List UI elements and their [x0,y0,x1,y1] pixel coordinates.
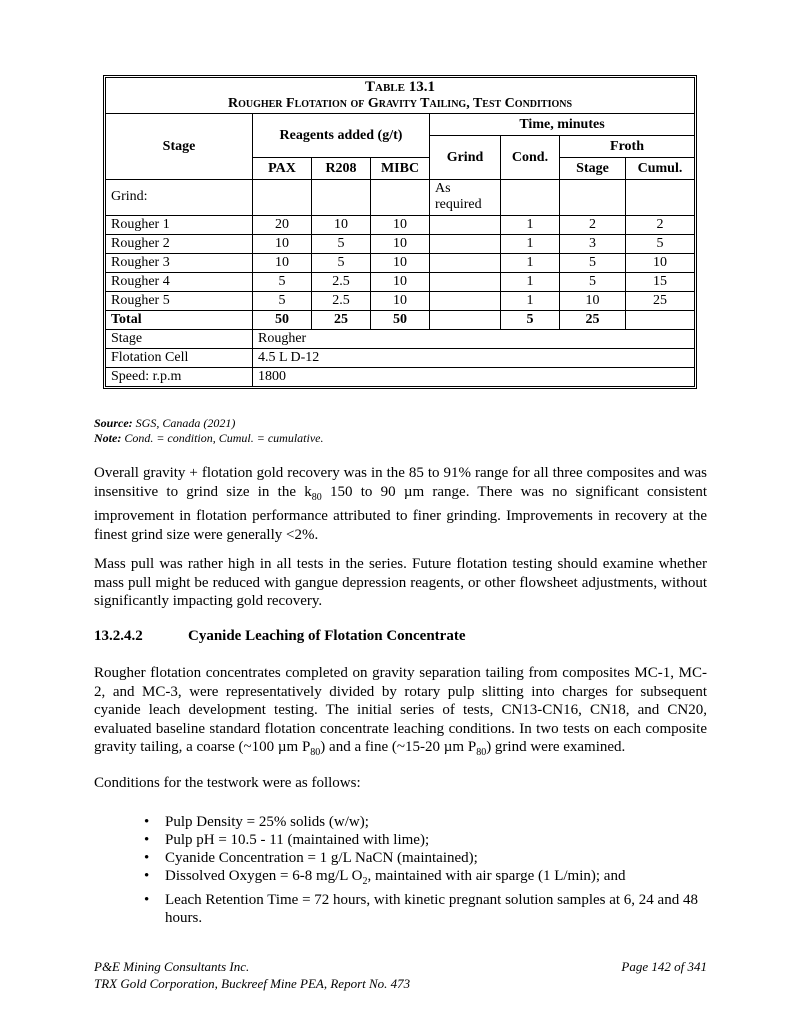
paragraph-text: Overall gravity + flotation gold recovery was in the 85 to 91% range for all three composites and was insensitive to grind size in the k [94,465,707,500]
source-text: SGS, Canada (2021) [135,416,236,430]
header-r208: R208 [312,158,371,180]
bullet-icon: • [144,868,150,884]
bullet-icon: • [144,892,150,908]
list-item-text: Cyanide Concentration = 1 g/L NaCN (maintained); [165,850,478,866]
total-grind [430,311,501,330]
total-row [106,311,695,330]
source-line [94,416,324,431]
table-body [106,215,695,310]
table-source-notes [94,416,324,446]
paragraph-text: ) grind were examined. [486,739,626,755]
row-stage: Rougher 3 [106,253,253,272]
page-footer [94,958,707,992]
cell-froth-stage: 2 [560,215,626,234]
paragraph-mass-pull: Mass pull was rather high in all tests in the series. Future flotation testing should examine whether mass pull might be reduced with gangue depression reagents, or other flowsheet adjustments, without significantly impacting gold recovery. [94,556,707,609]
conditions-list [120,813,708,927]
list-item-text: Leach Retention Time = 72 hours, with kinetic pregnant solution samples at 6, 24 and 48 hours. [165,892,698,926]
cell-froth-stage: 3 [560,234,626,253]
table-cell [371,180,430,215]
list-item-text: Dissolved Oxygen = 6-8 mg/L O [165,868,363,884]
subscript: 80 [311,491,322,503]
info-row [106,330,695,349]
cell-r208: 5 [312,253,371,272]
grind-value: As required [430,180,501,215]
table-cell [626,180,695,215]
paragraph-cyanide-leach [94,664,707,763]
list-item-text: Pulp pH = 10.5 - 11 (maintained with lime); [165,832,430,848]
table-cell [253,180,312,215]
table-title: Table 13.1 [365,79,435,95]
source-label: Source: [94,416,133,430]
header-mibc: MIBC [371,158,430,180]
list-item [120,867,708,891]
cell-mibc: 10 [371,234,430,253]
bullet-icon: • [144,814,150,830]
cell-cond: 1 [501,291,560,310]
section-number: 13.2.4.2 [94,628,143,644]
grind-label: Grind: [106,180,253,215]
cell-pax: 5 [253,272,312,291]
section-title: Cyanide Leaching of Flotation Concentrate [188,628,466,644]
footer-report: TRX Gold Corporation, Buckreef Mine PEA, Report No. 473 [94,976,411,991]
total-cond: 5 [501,311,560,330]
grind-row [106,180,695,215]
cell-grind [430,215,501,234]
note-line [94,431,324,446]
note-text: Cond. = condition, Cumul. = cumulative. [124,431,324,445]
cell-cond: 1 [501,272,560,291]
info-value: 4.5 L D-12 [253,349,695,368]
cell-r208: 2.5 [312,291,371,310]
info-label: Stage [106,330,253,349]
table-13-1 [103,75,697,389]
total-froth-cumul [626,311,695,330]
subscript: 80 [476,747,487,758]
cell-froth-stage: 10 [560,291,626,310]
total-mibc: 50 [371,311,430,330]
info-row [106,368,695,387]
cell-mibc: 10 [371,253,430,272]
cell-froth-cumul: 5 [626,234,695,253]
row-stage: Rougher 1 [106,215,253,234]
cell-mibc: 10 [371,291,430,310]
table-row [106,215,695,234]
test-conditions-table [105,77,695,387]
subscript: 2 [362,876,368,887]
row-stage: Rougher 2 [106,234,253,253]
paragraph-recovery [94,464,707,544]
section-heading [94,628,465,645]
header-row-1 [106,114,695,136]
header-time: Time, minutes [430,114,695,136]
header-stage: Stage [106,114,253,180]
list-item [120,831,708,849]
info-value: Rougher [253,330,695,349]
cell-grind [430,253,501,272]
table-row [106,234,695,253]
total-froth-stage: 25 [560,311,626,330]
footer-page-number: Page 142 of 341 [621,959,707,974]
info-value: 1800 [253,368,695,387]
header-froth: Froth [560,136,695,158]
header-froth-cumul: Cumul. [626,158,695,180]
header-froth-stage: Stage [560,158,626,180]
cell-mibc: 10 [371,272,430,291]
header-reagents: Reagents added (g/t) [253,114,430,158]
info-label: Flotation Cell [106,349,253,368]
cell-cond: 1 [501,215,560,234]
list-item-text: , maintained with air sparge (1 L/min); and [367,868,626,884]
cell-r208: 10 [312,215,371,234]
cell-pax: 5 [253,291,312,310]
cell-froth-cumul: 10 [626,253,695,272]
table-row [106,272,695,291]
total-pax: 50 [253,311,312,330]
bullet-icon: • [144,850,150,866]
subscript: 80 [310,747,321,758]
info-label: Speed: r.p.m [106,368,253,387]
cell-grind [430,272,501,291]
list-item [120,849,708,867]
cell-froth-stage: 5 [560,253,626,272]
cell-cond: 1 [501,234,560,253]
list-item [120,891,708,927]
note-label: Note: [94,431,122,445]
cell-grind [430,234,501,253]
cell-froth-cumul: 2 [626,215,695,234]
paragraph-text: 150 to 90 µm range. There was no significant consistent improvement in flotation performance attributed to finer grinding. Improvements in recovery at the finest grind size were generally <2%. [94,483,707,543]
cell-pax: 10 [253,253,312,272]
table-cell [312,180,371,215]
header-grind: Grind [430,136,501,180]
table-row [106,253,695,272]
cell-pax: 20 [253,215,312,234]
cell-pax: 10 [253,234,312,253]
list-item [120,813,708,831]
info-row [106,349,695,368]
header-cond: Cond. [501,136,560,180]
cell-froth-stage: 5 [560,272,626,291]
table-row [106,291,695,310]
paragraph-text: Rougher flotation concentrates completed on gravity separation tailing from composites MC-1, MC-2, and MC-3, were representatively divided by rotary pulp slitting into charges for subsequent cyanide leach development testing. The initial series of tests, CN13-CN16, CN18, and CN20, evaluated baseline standard flotation concentrate leaching conditions. In two tests on each composite gravity tailing, a coarse (~100 µm P [94,665,707,755]
cell-grind [430,291,501,310]
row-stage: Rougher 5 [106,291,253,310]
table-caption-row [106,78,695,114]
cell-froth-cumul: 15 [626,272,695,291]
list-item-text: Pulp Density = 25% solids (w/w); [165,814,369,830]
cell-r208: 5 [312,234,371,253]
table-cell [501,180,560,215]
cell-cond: 1 [501,253,560,272]
cell-froth-cumul: 25 [626,291,695,310]
table-caption [106,78,695,114]
total-r208: 25 [312,311,371,330]
table-cell [560,180,626,215]
header-pax: PAX [253,158,312,180]
table-subtitle: Rougher Flotation of Gravity Tailing, Test Conditions [227,96,573,112]
cell-mibc: 10 [371,215,430,234]
footer-company: P&E Mining Consultants Inc. [94,959,250,974]
total-label: Total [106,311,253,330]
row-stage: Rougher 4 [106,272,253,291]
bullet-icon: • [144,832,150,848]
cell-r208: 2.5 [312,272,371,291]
paragraph-text: ) and a fine (~15-20 µm P [320,739,477,755]
paragraph-conditions-intro: Conditions for the testwork were as follows: [94,775,361,791]
